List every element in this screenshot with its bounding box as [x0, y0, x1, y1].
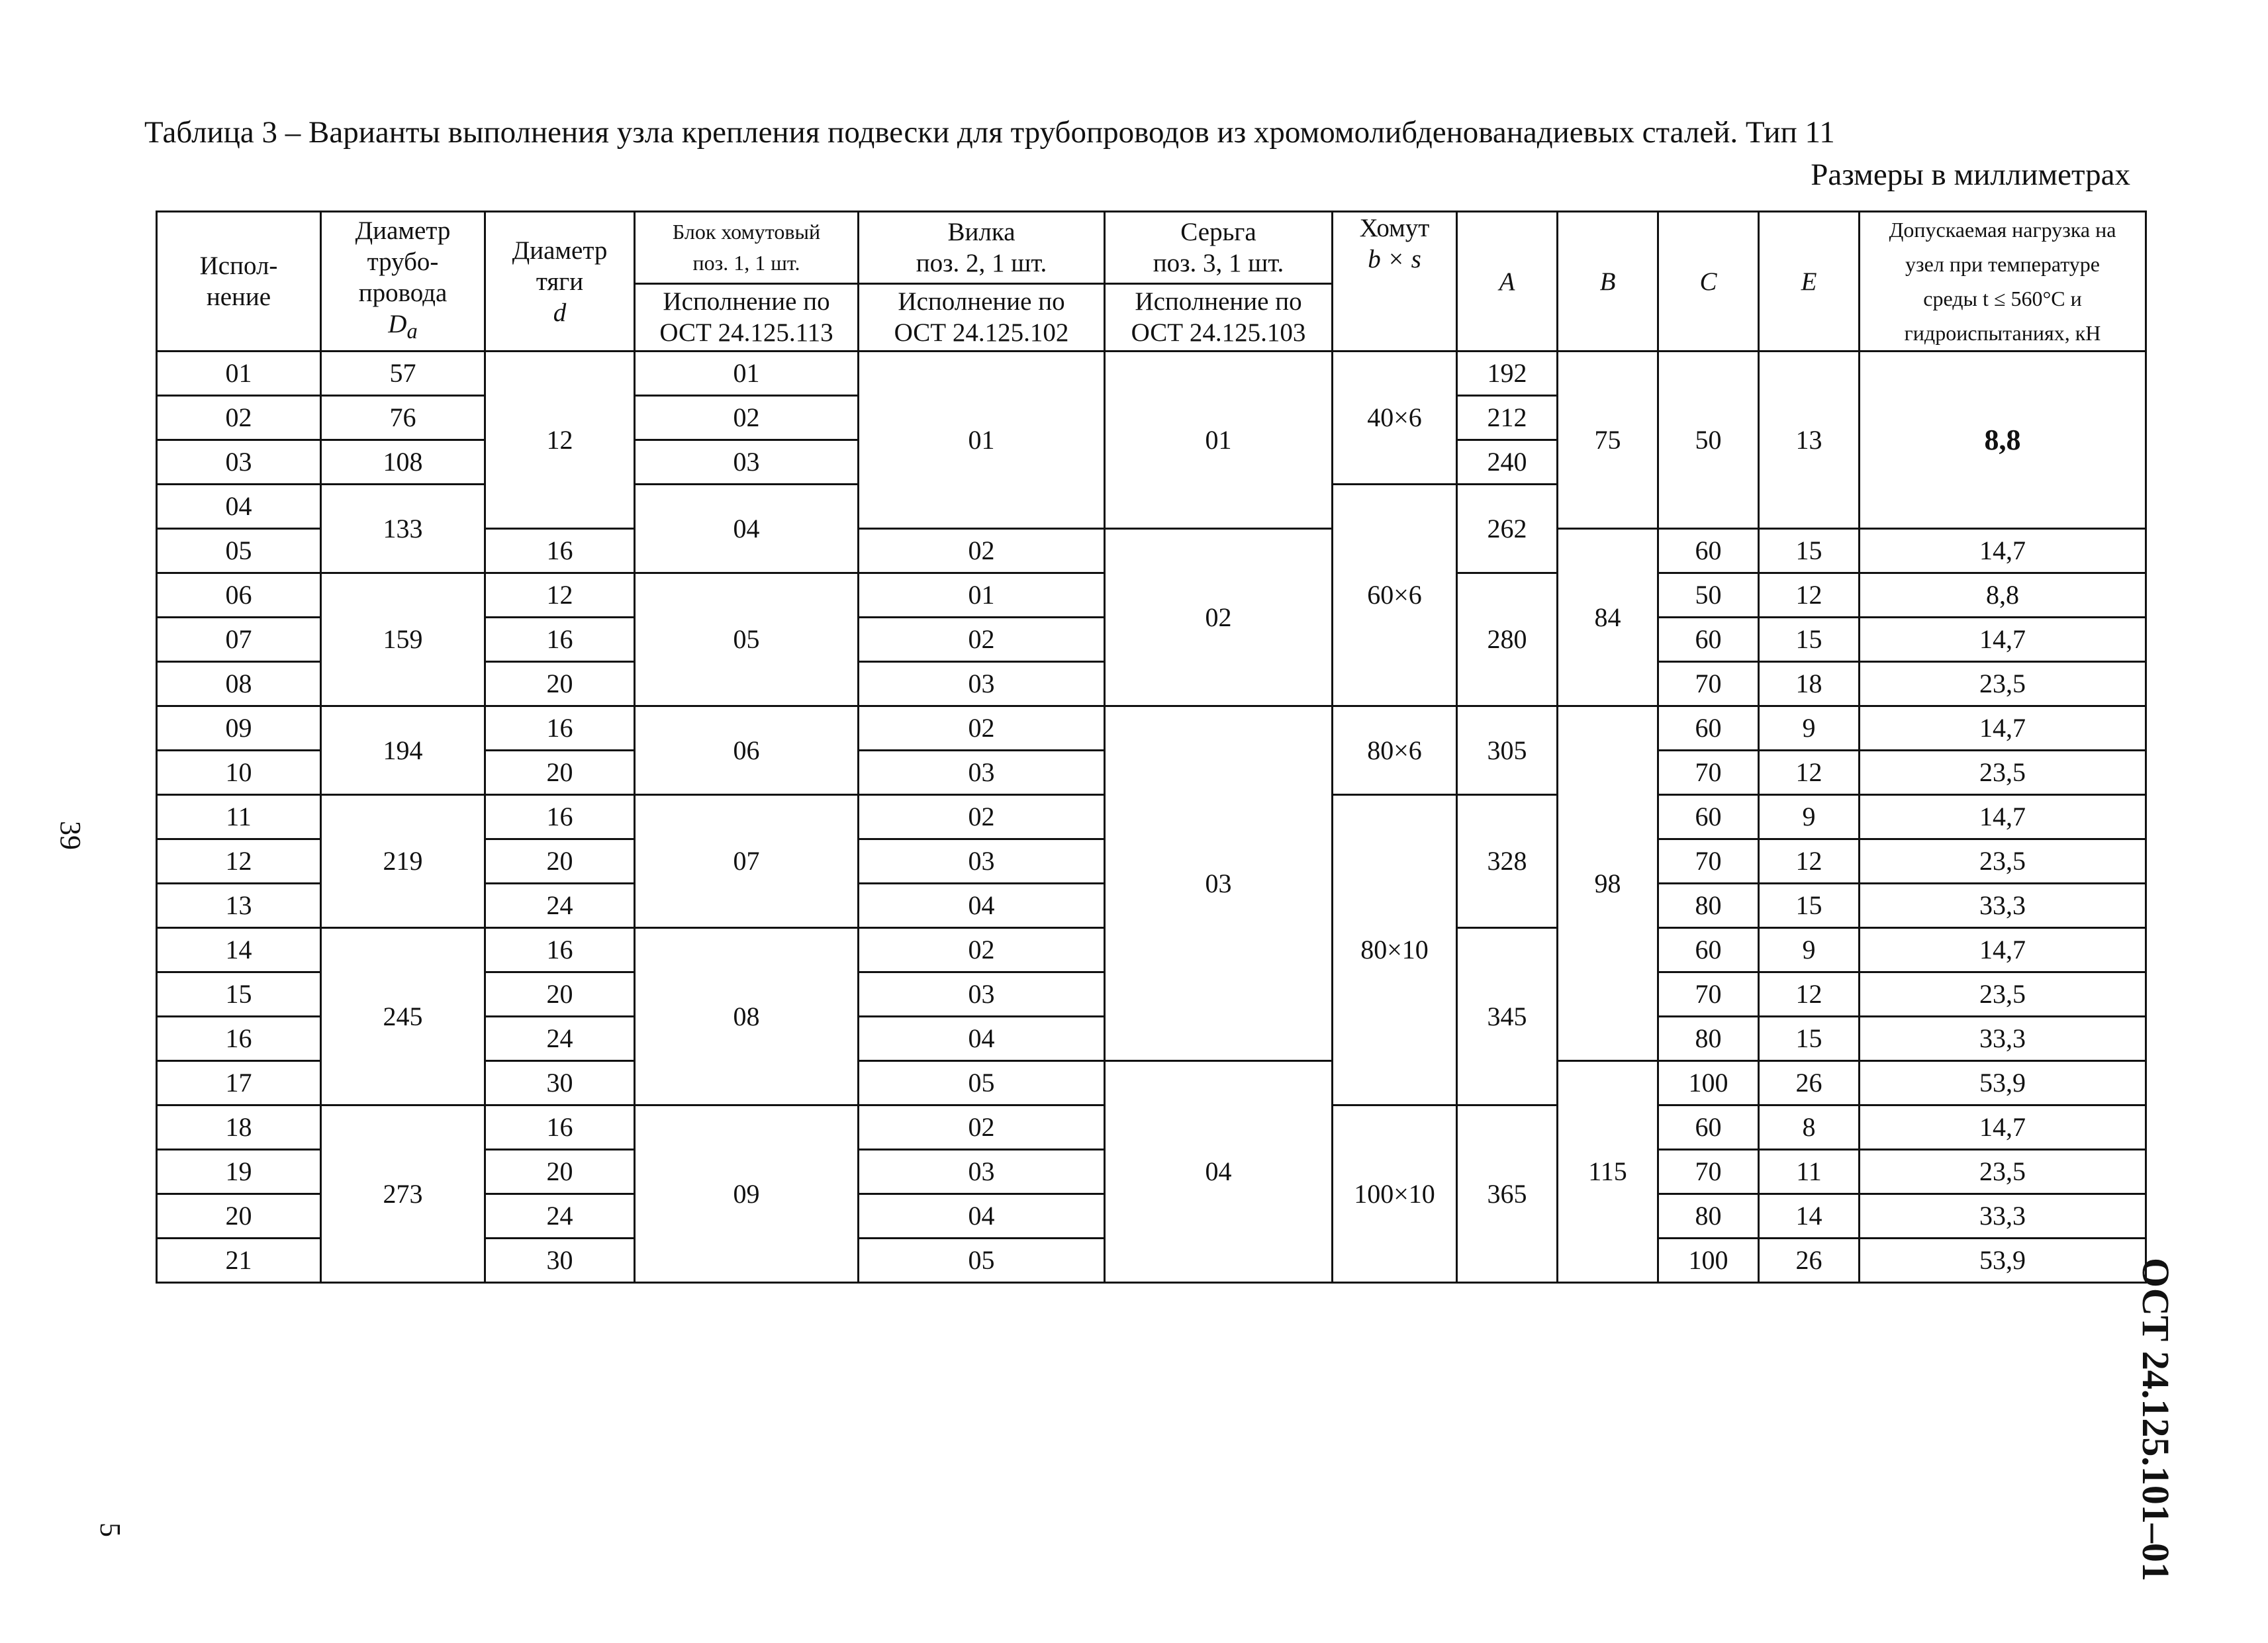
header-d-symbol: d	[553, 298, 567, 327]
cell-e: 9	[1759, 706, 1860, 751]
cell-blok: 03	[635, 440, 859, 485]
header-blok-ost: Исполнение по ОСТ 24.125.113	[635, 283, 859, 352]
cell-d: 16	[485, 1105, 635, 1150]
cell-vilka: 03	[859, 662, 1105, 706]
table-row	[157, 706, 2146, 751]
header-da-symbol: D	[388, 310, 407, 339]
cell-a: 365	[1457, 1105, 1558, 1283]
cell-blok: 05	[635, 573, 859, 706]
cell-load: 14,7	[1860, 618, 2146, 662]
cell-da: 245	[321, 928, 485, 1105]
cell-c: 70	[1658, 972, 1759, 1017]
cell-e: 12	[1759, 751, 1860, 795]
header-diametr-tyagi: Диаметр тяги d	[485, 212, 635, 352]
cell-e: 18	[1759, 662, 1860, 706]
cell-d: 20	[485, 751, 635, 795]
cell-d: 24	[485, 884, 635, 928]
header-b: B	[1558, 212, 1658, 352]
header-da-subscript: a	[406, 319, 418, 344]
cell-c: 50	[1658, 573, 1759, 618]
cell-blok: 09	[635, 1105, 859, 1283]
cell-load: 14,7	[1860, 706, 2146, 751]
cell-isp: 17	[157, 1061, 321, 1105]
cell-vilka: 04	[859, 1017, 1105, 1061]
cell-serga: 04	[1105, 1061, 1333, 1283]
cell-isp: 15	[157, 972, 321, 1017]
cell-load: 23,5	[1860, 839, 2146, 884]
cell-load: 23,5	[1860, 972, 2146, 1017]
cell-load: 14,7	[1860, 1105, 2146, 1150]
cell-c: 70	[1658, 662, 1759, 706]
header-blok-homutovyi: Блок хомутовый поз. 1, 1 шт.	[635, 212, 859, 284]
cell-b: 84	[1558, 529, 1658, 706]
cell-b: 75	[1558, 352, 1658, 529]
cell-blok: 02	[635, 396, 859, 440]
cell-c: 60	[1658, 529, 1759, 573]
cell-d: 16	[485, 618, 635, 662]
cell-vilka: 02	[859, 928, 1105, 972]
cell-vilka: 05	[859, 1061, 1105, 1105]
cell-a: 345	[1457, 928, 1558, 1105]
cell-d: 20	[485, 1150, 635, 1194]
units-note: Размеры в миллиметрах	[1811, 158, 2130, 192]
cell-e: 26	[1759, 1061, 1860, 1105]
cell-d: 20	[485, 662, 635, 706]
cell-e: 15	[1759, 1017, 1860, 1061]
cell-load: 53,9	[1860, 1239, 2146, 1283]
variants-table-wrapper	[156, 211, 2147, 1284]
cell-a: 212	[1457, 396, 1558, 440]
cell-blok: 04	[635, 485, 859, 573]
cell-isp: 14	[157, 928, 321, 972]
cell-load: 23,5	[1860, 1150, 2146, 1194]
cell-blok: 06	[635, 706, 859, 795]
variants-table	[156, 211, 2147, 1284]
cell-vilka: 02	[859, 1105, 1105, 1150]
cell-vilka: 03	[859, 972, 1105, 1017]
cell-isp: 06	[157, 573, 321, 618]
cell-da: 194	[321, 706, 485, 795]
cell-isp: 05	[157, 529, 321, 573]
header-vilka-ost: Исполнение по ОСТ 24.125.102	[859, 283, 1105, 352]
cell-vilka: 04	[859, 1194, 1105, 1239]
cell-vilka: 01	[859, 573, 1105, 618]
header-serga-ost: Исполнение по ОСТ 24.125.103	[1105, 283, 1333, 352]
cell-d: 12	[485, 573, 635, 618]
cell-c: 80	[1658, 884, 1759, 928]
cell-e: 8	[1759, 1105, 1860, 1150]
cell-d: 24	[485, 1194, 635, 1239]
cell-vilka: 02	[859, 706, 1105, 751]
page-number-bottom: 5	[94, 1523, 126, 1537]
cell-isp: 07	[157, 618, 321, 662]
cell-d: 30	[485, 1239, 635, 1283]
cell-a: 280	[1457, 573, 1558, 706]
cell-serga: 01	[1105, 352, 1333, 529]
cell-da: 273	[321, 1105, 485, 1283]
cell-a: 192	[1457, 352, 1558, 396]
cell-homut: 80×10	[1333, 795, 1457, 1105]
cell-vilka: 02	[859, 529, 1105, 573]
cell-c: 100	[1658, 1239, 1759, 1283]
header-bxs-symbol: b × s	[1368, 245, 1421, 273]
cell-isp: 21	[157, 1239, 321, 1283]
cell-isp: 13	[157, 884, 321, 928]
cell-e: 12	[1759, 972, 1860, 1017]
cell-c: 70	[1658, 751, 1759, 795]
header-serga: Серьга поз. 3, 1 шт.	[1105, 212, 1333, 284]
cell-blok: 07	[635, 795, 859, 928]
cell-e: 9	[1759, 928, 1860, 972]
cell-isp: 03	[157, 440, 321, 485]
cell-e: 15	[1759, 529, 1860, 573]
cell-b: 115	[1558, 1061, 1658, 1283]
cell-da: 108	[321, 440, 485, 485]
header-diametr-truboprovoda: Диаметр трубо- провода $D_a$	[321, 212, 485, 352]
cell-isp: 11	[157, 795, 321, 839]
cell-c: 60	[1658, 706, 1759, 751]
cell-load: 14,7	[1860, 795, 2146, 839]
cell-serga: 02	[1105, 529, 1333, 706]
cell-homut: 80×6	[1333, 706, 1457, 795]
header-a: A	[1457, 212, 1558, 352]
header-ispolnenie: Испол- нение	[157, 212, 321, 352]
cell-d: 16	[485, 928, 635, 972]
cell-da: 159	[321, 573, 485, 706]
cell-a: 262	[1457, 485, 1558, 573]
cell-vilka: 02	[859, 795, 1105, 839]
cell-load: 33,3	[1860, 1194, 2146, 1239]
cell-vilka: 03	[859, 1150, 1105, 1194]
cell-homut: 60×6	[1333, 485, 1457, 706]
cell-isp: 09	[157, 706, 321, 751]
cell-d: 16	[485, 706, 635, 751]
cell-e: 26	[1759, 1239, 1860, 1283]
cell-isp: 16	[157, 1017, 321, 1061]
cell-load: 8,8	[1860, 352, 2146, 529]
cell-vilka: 05	[859, 1239, 1105, 1283]
header-vilka: Вилка поз. 2, 1 шт.	[859, 212, 1105, 284]
cell-d: 20	[485, 839, 635, 884]
cell-load: 14,7	[1860, 928, 2146, 972]
cell-c: 80	[1658, 1017, 1759, 1061]
table-row	[157, 352, 2146, 396]
cell-load: 8,8	[1860, 573, 2146, 618]
cell-homut: 40×6	[1333, 352, 1457, 485]
table-caption: Таблица 3 – Варианты выполнения узла крепления подвески для трубопроводов из хромомолибденованадиевых сталей. Тип 11	[144, 115, 1835, 150]
cell-isp: 12	[157, 839, 321, 884]
cell-da: 76	[321, 396, 485, 440]
cell-e: 9	[1759, 795, 1860, 839]
cell-c: 60	[1658, 1105, 1759, 1150]
cell-e: 15	[1759, 884, 1860, 928]
cell-load: 14,7	[1860, 529, 2146, 573]
cell-load: 33,3	[1860, 1017, 2146, 1061]
cell-da: 57	[321, 352, 485, 396]
cell-c: 70	[1658, 839, 1759, 884]
cell-b: 98	[1558, 706, 1658, 1061]
cell-isp: 04	[157, 485, 321, 529]
cell-e: 13	[1759, 352, 1860, 529]
cell-isp: 10	[157, 751, 321, 795]
cell-isp: 08	[157, 662, 321, 706]
cell-d: 12	[485, 352, 635, 529]
cell-d: 16	[485, 795, 635, 839]
cell-e: 12	[1759, 573, 1860, 618]
cell-d: 24	[485, 1017, 635, 1061]
cell-blok: 01	[635, 352, 859, 396]
cell-c: 60	[1658, 928, 1759, 972]
cell-vilka: 03	[859, 839, 1105, 884]
cell-vilka: 04	[859, 884, 1105, 928]
cell-isp: 01	[157, 352, 321, 396]
cell-a: 305	[1457, 706, 1558, 795]
cell-load: 23,5	[1860, 662, 2146, 706]
cell-vilka: 03	[859, 751, 1105, 795]
header-homut: Хомут b × s	[1333, 212, 1457, 352]
cell-c: 70	[1658, 1150, 1759, 1194]
cell-e: 12	[1759, 839, 1860, 884]
cell-da: 219	[321, 795, 485, 928]
cell-blok: 08	[635, 928, 859, 1105]
cell-homut: 100×10	[1333, 1105, 1457, 1283]
cell-load: 53,9	[1860, 1061, 2146, 1105]
cell-a: 328	[1457, 795, 1558, 928]
cell-d: 20	[485, 972, 635, 1017]
cell-d: 16	[485, 529, 635, 573]
header-c: C	[1658, 212, 1759, 352]
cell-isp: 18	[157, 1105, 321, 1150]
cell-e: 15	[1759, 618, 1860, 662]
cell-vilka: 01	[859, 352, 1105, 529]
cell-isp: 02	[157, 396, 321, 440]
cell-c: 60	[1658, 795, 1759, 839]
cell-vilka: 02	[859, 618, 1105, 662]
header-e: E	[1759, 212, 1860, 352]
cell-isp: 19	[157, 1150, 321, 1194]
cell-c: 100	[1658, 1061, 1759, 1105]
cell-isp: 20	[157, 1194, 321, 1239]
page-number: 39	[54, 821, 87, 850]
cell-c: 60	[1658, 618, 1759, 662]
cell-c: 50	[1658, 352, 1759, 529]
header-dopusk-nagruzka: Допускаемая нагрузка на узел при температуре среды t ≤ 560°C и гидроиспытаниях, кН	[1860, 212, 2146, 352]
cell-serga: 03	[1105, 706, 1333, 1061]
document-code: ОСТ 24.125.101–01	[2134, 1258, 2177, 1581]
cell-load: 23,5	[1860, 751, 2146, 795]
cell-e: 11	[1759, 1150, 1860, 1194]
cell-da: 133	[321, 485, 485, 573]
cell-c: 80	[1658, 1194, 1759, 1239]
cell-load: 33,3	[1860, 884, 2146, 928]
cell-e: 14	[1759, 1194, 1860, 1239]
cell-d: 30	[485, 1061, 635, 1105]
cell-a: 240	[1457, 440, 1558, 485]
